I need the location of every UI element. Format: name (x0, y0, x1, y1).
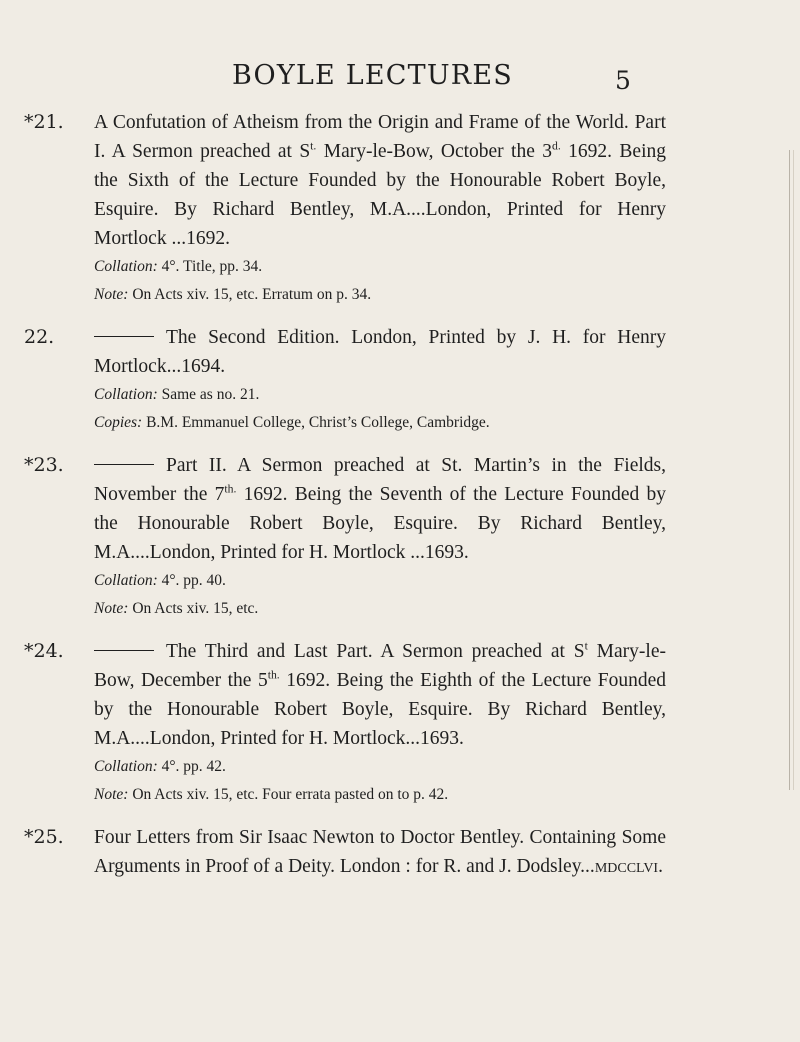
ditto-dash (94, 336, 154, 337)
entry-description: Part II. A Sermon preached at St. Martin’s in the Fields, November the $7^{th.}$ 1692. Being the Seventh of the Lecture Founded by the Honourable Robert Boyle, Esquire. By Richard Bentley, M.A....London, Printed for H. Mortlock ...1693. (94, 455, 666, 563)
collation-line: Collation: Same as no. 21. (94, 386, 260, 403)
entry-22 (0, 323, 800, 437)
entry-description: A Confutation of Atheism from the Origin and Frame of the World. Part I. A Sermon preached at $S^{t.}$ Mary-le-Bow, October the $3^{d.}$ 1692. Being the Sixth of the Lecture Founded by the Honourable Robert Boyle, Esquire. By Richard Bentley, M.A....London, Printed for Henry Mortlock ...1692. (94, 112, 666, 249)
entry-description: The Second Edition. London, Printed by J. H. for Henry Mortlock...1694. (94, 327, 666, 377)
roman-year: mdcclvi. (594, 856, 663, 877)
entry-24 (0, 637, 800, 809)
page-edge-shadow (789, 150, 794, 790)
entry-number: *25. (24, 826, 64, 848)
note-line: Note: On Acts xiv. 15, etc. Erratum on p. 34. (94, 286, 372, 303)
entry-25 (0, 823, 800, 881)
page-number: 5 (615, 66, 631, 95)
entry-23 (0, 451, 800, 623)
entry-21 (0, 108, 800, 309)
page-header (0, 60, 800, 100)
collation-line: Collation: 4°. pp. 42. (94, 758, 226, 775)
collation-line: Collation: 4°. Title, pp. 34. (94, 258, 263, 275)
note-line: Note: On Acts xiv. 15, etc. Four errata pasted on to p. 42. (94, 786, 449, 803)
ditto-dash (94, 650, 154, 651)
running-head: BOYLE LECTURES (232, 60, 513, 91)
entry-number: 22. (24, 326, 55, 348)
bibliography-list (0, 108, 800, 895)
entry-description: Four Letters from Sir Isaac Newton to Doctor Bentley. Containing Some Arguments in Proof of a Deity. London : for R. and J. Dodsley...mdcclvi. (94, 827, 666, 877)
entry-number: *23. (24, 454, 64, 476)
copies-line: Copies: B.M. Emmanuel College, Christ’s College, Cambridge. (94, 414, 490, 431)
collation-line: Collation: 4°. pp. 40. (94, 572, 226, 589)
entry-description: The Third and Last Part. A Sermon preached at $S^t$ Mary-le-Bow, December the $5^{th.}$ 1692. Being the Eighth of the Lecture Founded by the Honourable Robert Boyle, Esquire. By Richard Bentley, M.A....London, Printed for H. Mortlock...1693. (94, 639, 666, 749)
entry-number: *24. (24, 640, 64, 662)
ditto-dash (94, 464, 154, 465)
entry-number: *21. (24, 111, 64, 133)
note-line: Note: On Acts xiv. 15, etc. (94, 600, 259, 617)
